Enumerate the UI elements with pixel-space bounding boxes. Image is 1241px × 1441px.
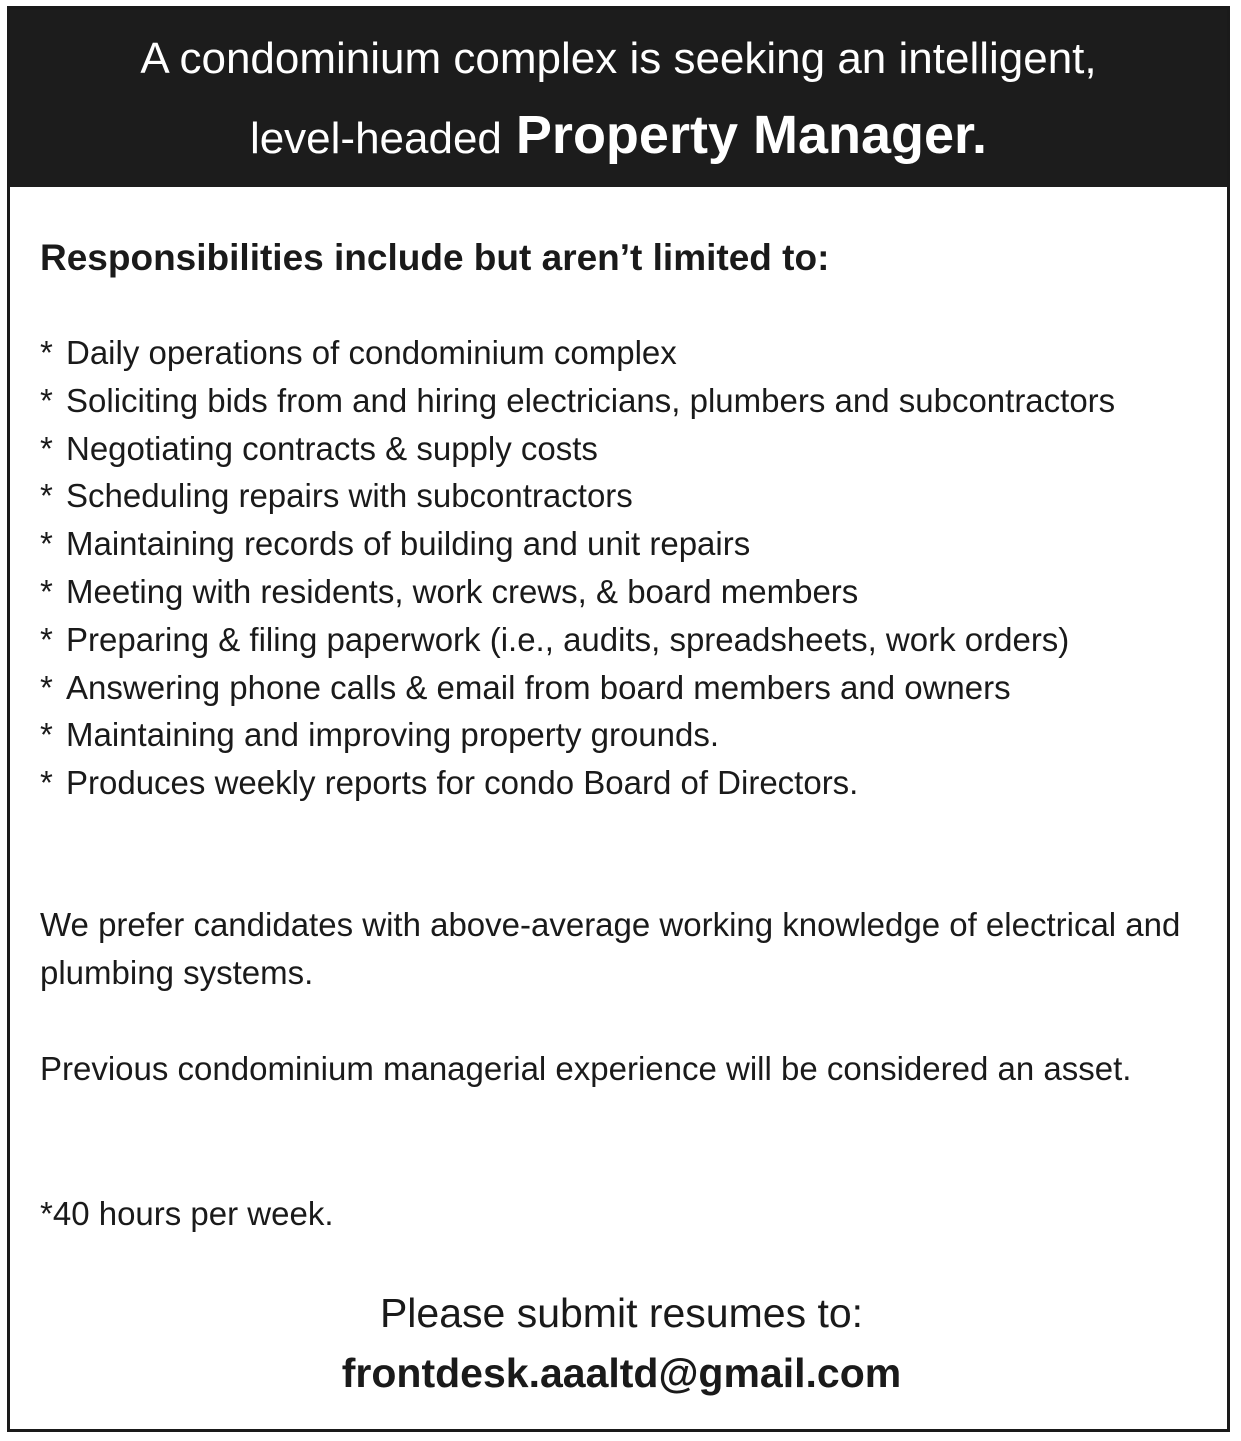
bullet-asterisk: * <box>40 764 53 802</box>
list-item-text: Maintaining records of building and unit repairs <box>66 525 751 563</box>
job-title: Property Manager. <box>515 105 988 165</box>
header-title-line <box>10 105 1227 169</box>
list-item-text: Preparing & filing paperwork (i.e., audits, spreadsheets, work orders) <box>66 620 1070 658</box>
responsibilities-list <box>40 329 1210 807</box>
hours-text: *40 hours per week. <box>40 1195 334 1232</box>
bullet-asterisk: * <box>40 334 53 371</box>
list-item <box>40 472 1210 520</box>
responsibilities-heading: Responsibilities include but aren’t limited to: <box>40 237 830 278</box>
contact-email: frontdesk.aaaltd@gmail.com <box>341 1350 902 1396</box>
bullet-asterisk: * <box>40 620 53 658</box>
bullet-asterisk: * <box>40 429 53 467</box>
bullet-asterisk: * <box>40 572 53 610</box>
bullet-asterisk: * <box>40 477 53 515</box>
bullet-asterisk: * <box>40 525 53 563</box>
submit-instructions: Please submit resumes to: <box>379 1290 864 1336</box>
experience-preference-text: Previous condominium managerial experience will be considered an asset. <box>40 1050 1132 1087</box>
list-item-text: Soliciting bids from and hiring electricians, plumbers and subcontractors <box>66 381 1116 419</box>
bullet-asterisk: * <box>40 381 53 419</box>
list-item-text: Scheduling repairs with subcontractors <box>66 477 633 515</box>
list-item <box>40 329 1210 377</box>
header-intro-text: A condominium complex is seeking an intelligent, <box>140 34 1097 83</box>
list-item <box>40 425 1210 473</box>
list-item <box>40 664 1210 712</box>
ad-header <box>10 9 1227 187</box>
list-item-text: Maintaining and improving property grounds. <box>66 716 720 754</box>
header-lead-text: level-headed <box>249 114 502 163</box>
list-item <box>40 759 1210 807</box>
bullet-asterisk: * <box>40 668 53 706</box>
knowledge-preference-text: We prefer candidates with above-average working knowledge of electrical and plumbing systems. <box>40 906 1181 991</box>
list-item <box>40 568 1210 616</box>
list-item-text: Negotiating contracts & supply costs <box>66 429 598 467</box>
job-advertisement <box>7 6 1230 1432</box>
list-item <box>40 520 1210 568</box>
list-item <box>40 711 1210 759</box>
list-item-text: Produces weekly reports for condo Board of Directors. <box>66 764 859 802</box>
bullet-asterisk: * <box>40 716 53 754</box>
list-item-text: Answering phone calls & email from board members and owners <box>66 668 1011 706</box>
list-item-text: Daily operations of condominium complex <box>66 334 677 371</box>
list-item-text: Meeting with residents, work crews, & board members <box>66 572 859 610</box>
list-item <box>40 616 1210 664</box>
list-item <box>40 377 1210 425</box>
